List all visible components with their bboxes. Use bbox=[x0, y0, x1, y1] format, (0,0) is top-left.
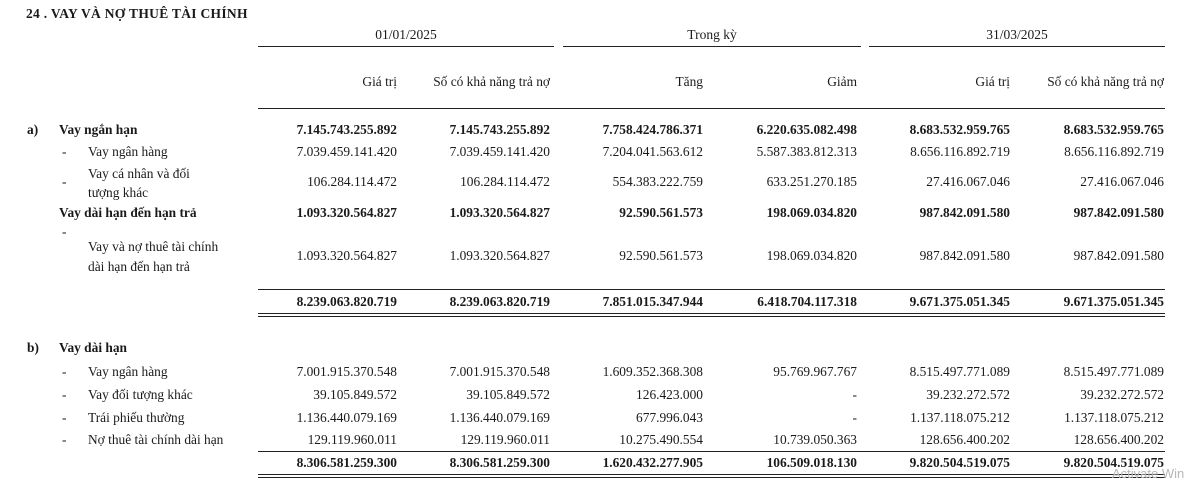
row-bullet: - bbox=[62, 174, 67, 189]
cell: 92.590.561.573 bbox=[619, 205, 703, 220]
cell: 39.105.849.572 bbox=[313, 387, 397, 402]
row-bullet: - bbox=[62, 410, 67, 425]
cell: 92.590.561.573 bbox=[619, 248, 703, 263]
row-label: Vay ngân hàng bbox=[88, 144, 168, 159]
row-bullet: - bbox=[62, 224, 67, 239]
cell: 27.416.067.046 bbox=[926, 174, 1010, 189]
column-header-value-closing: Giá trị bbox=[975, 74, 1010, 89]
period-underline-closing bbox=[869, 46, 1165, 47]
cell: 987.842.091.580 bbox=[1073, 205, 1164, 220]
cell: 1.137.118.075.212 bbox=[910, 410, 1010, 425]
column-header-decrease: Giảm bbox=[827, 74, 857, 89]
cell: 8.515.497.771.089 bbox=[909, 364, 1010, 379]
total-rule-top-a bbox=[258, 289, 1165, 290]
column-header-increase: Tăng bbox=[675, 74, 703, 89]
period-underline-during bbox=[563, 46, 861, 47]
row-label-line1: Vay cá nhân và đối bbox=[88, 166, 190, 181]
total-double-rule-b bbox=[258, 474, 1165, 478]
cell: 1.136.440.079.169 bbox=[296, 410, 397, 425]
column-header-payable-opening: Số có khả năng trả nợ bbox=[433, 74, 550, 89]
cell: 128.656.400.202 bbox=[1073, 432, 1164, 447]
cell: 8.656.116.892.719 bbox=[1064, 144, 1164, 159]
cell: 9.671.375.051.345 bbox=[1063, 294, 1164, 309]
cell: 8.683.532.959.765 bbox=[1063, 122, 1164, 137]
cell: 7.758.424.786.371 bbox=[602, 122, 703, 137]
cell: 1.093.320.564.827 bbox=[449, 205, 550, 220]
row-bullet: - bbox=[62, 364, 67, 379]
row-bullet: - bbox=[62, 387, 67, 402]
cell: 1.137.118.075.212 bbox=[1064, 410, 1164, 425]
cell: 7.039.459.141.420 bbox=[296, 144, 397, 159]
cell: 7.204.041.563.612 bbox=[602, 144, 703, 159]
cell: 8.515.497.771.089 bbox=[1063, 364, 1164, 379]
cell: 9.671.375.051.345 bbox=[909, 294, 1010, 309]
cell: - bbox=[852, 387, 857, 402]
cell: 10.739.050.363 bbox=[773, 432, 857, 447]
total-double-rule-a bbox=[258, 313, 1165, 317]
cell: 39.232.272.572 bbox=[926, 387, 1010, 402]
cell: 126.423.000 bbox=[636, 387, 703, 402]
cell: 129.119.960.011 bbox=[307, 432, 397, 447]
row-label: Nợ thuê tài chính dài hạn bbox=[88, 432, 224, 447]
row-label: Vay dài hạn đến hạn trả bbox=[59, 205, 197, 220]
row-label-line2: dài hạn đến hạn trả bbox=[88, 259, 190, 274]
row-label: Vay dài hạn bbox=[59, 340, 127, 355]
row-label: Vay đối tượng khác bbox=[88, 387, 193, 402]
row-label: Vay ngắn hạn bbox=[59, 122, 138, 137]
period-underline-opening bbox=[258, 46, 554, 47]
cell: 1.136.440.079.169 bbox=[449, 410, 550, 425]
cell: 129.119.960.011 bbox=[460, 432, 550, 447]
cell: 8.683.532.959.765 bbox=[909, 122, 1010, 137]
cell: 198.069.034.820 bbox=[766, 248, 857, 263]
period-header-during: Trong kỳ bbox=[687, 27, 737, 42]
cell: 106.284.114.472 bbox=[460, 174, 550, 189]
row-label-line1: Vay và nợ thuê tài chính bbox=[88, 239, 219, 254]
cell: 39.105.849.572 bbox=[466, 387, 550, 402]
section-marker: a) bbox=[27, 122, 39, 137]
cell: 7.851.015.347.944 bbox=[602, 294, 703, 309]
cell: 9.820.504.519.075 bbox=[909, 455, 1010, 470]
cell: 6.418.704.117.318 bbox=[757, 294, 857, 309]
cell: 987.842.091.580 bbox=[1073, 248, 1164, 263]
cell: - bbox=[852, 410, 857, 425]
cell: 8.239.063.820.719 bbox=[449, 294, 550, 309]
cell: 9.820.504.519.075 bbox=[1063, 455, 1164, 470]
row-label-line2: tượng khác bbox=[88, 185, 149, 200]
cell: 987.842.091.580 bbox=[919, 248, 1010, 263]
total-rule-top-b bbox=[258, 451, 1165, 452]
row-label: Vay ngân hàng bbox=[88, 364, 168, 379]
cell: 8.306.581.259.300 bbox=[449, 455, 550, 470]
cell: 6.220.635.082.498 bbox=[756, 122, 857, 137]
cell: 10.275.490.554 bbox=[619, 432, 703, 447]
cell: 7.145.743.255.892 bbox=[296, 122, 397, 137]
cell: 39.232.272.572 bbox=[1080, 387, 1164, 402]
row-label: Trái phiếu thường bbox=[88, 410, 185, 425]
cell: 1.609.352.368.308 bbox=[602, 364, 703, 379]
cell: 987.842.091.580 bbox=[919, 205, 1010, 220]
cell: 7.001.915.370.548 bbox=[296, 364, 397, 379]
row-bullet: - bbox=[62, 432, 67, 447]
cell: 7.039.459.141.420 bbox=[449, 144, 550, 159]
cell: 633.251.270.185 bbox=[766, 174, 857, 189]
header-rule bbox=[258, 108, 1165, 109]
cell: 8.306.581.259.300 bbox=[296, 455, 397, 470]
column-header-payable-closing: Số có khả năng trả nợ bbox=[1047, 74, 1164, 89]
cell: 8.239.063.820.719 bbox=[296, 294, 397, 309]
cell: 1.093.320.564.827 bbox=[296, 205, 397, 220]
section-marker: b) bbox=[27, 340, 39, 355]
cell: 106.284.114.472 bbox=[307, 174, 397, 189]
cell: 1.093.320.564.827 bbox=[449, 248, 550, 263]
cell: 7.001.915.370.548 bbox=[449, 364, 550, 379]
column-header-value-opening: Giá trị bbox=[362, 74, 397, 89]
activation-watermark: Activate Win bbox=[1112, 466, 1185, 481]
cell: 95.769.967.767 bbox=[773, 364, 857, 379]
row-bullet: - bbox=[62, 144, 67, 159]
cell: 8.656.116.892.719 bbox=[910, 144, 1010, 159]
cell: 198.069.034.820 bbox=[766, 205, 857, 220]
cell: 128.656.400.202 bbox=[919, 432, 1010, 447]
section-title: 24 . VAY VÀ NỢ THUÊ TÀI CHÍNH bbox=[26, 6, 248, 21]
cell: 7.145.743.255.892 bbox=[449, 122, 550, 137]
cell: 1.620.432.277.905 bbox=[602, 455, 703, 470]
cell: 5.587.383.812.313 bbox=[756, 144, 857, 159]
cell: 554.383.222.759 bbox=[612, 174, 703, 189]
cell: 677.996.043 bbox=[636, 410, 703, 425]
cell: 27.416.067.046 bbox=[1080, 174, 1164, 189]
period-header-closing: 31/03/2025 bbox=[986, 27, 1048, 42]
period-header-opening: 01/01/2025 bbox=[375, 27, 437, 42]
cell: 1.093.320.564.827 bbox=[296, 248, 397, 263]
cell: 106.509.018.130 bbox=[766, 455, 857, 470]
